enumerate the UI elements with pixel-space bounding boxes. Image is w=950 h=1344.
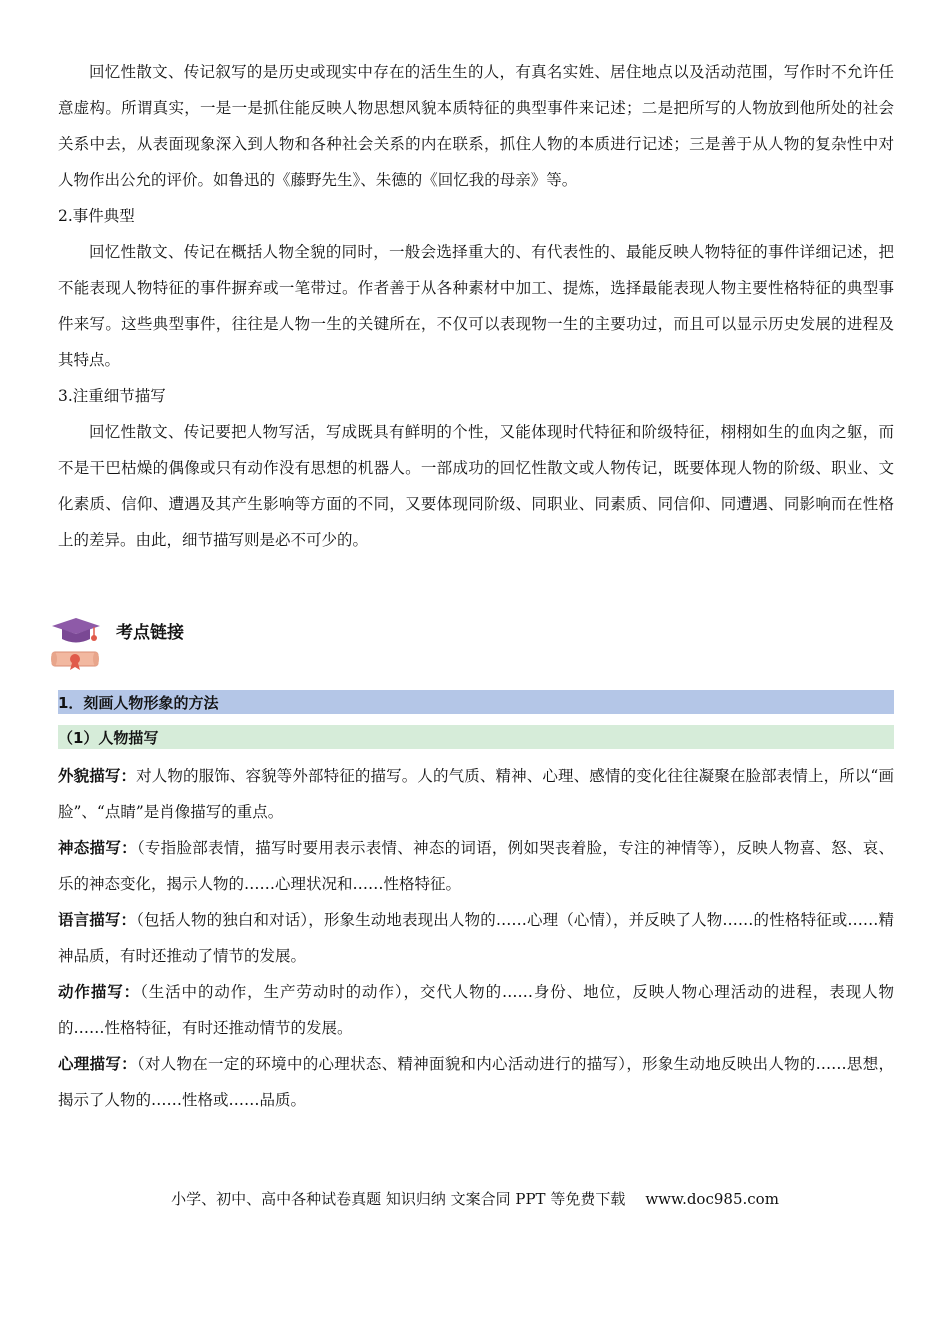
graduation-cap-diploma-icon (48, 614, 104, 672)
method-text: （对人物在一定的环境中的心理状态、精神面貌和内心活动进行的描写），形象生动地反映出人物的……思想，揭示了人物的……性格或……品质。 (58, 1055, 894, 1109)
heading-level-1: 1．刻画人物形象的方法 (58, 690, 894, 714)
method-label: 动作描写： (58, 983, 141, 1001)
method-label: 心理描写： (58, 1055, 137, 1073)
method-label: 外貌描写： (58, 767, 137, 785)
footer-site-link[interactable]: www.doc985.com (645, 1190, 779, 1208)
section-header (48, 612, 348, 672)
method-text: （专指脸部表情，描写时要用表示表情、神态的词语，例如哭丧着脸，专注的神情等），反映人物喜、怒、哀、乐的神态变化，揭示人物的……心理状况和……性格特征。 (58, 839, 894, 893)
point-3-heading: 3.注重细节描写 (58, 387, 166, 405)
page-footer (0, 1188, 950, 1209)
method-expression (58, 830, 894, 902)
method-text: （生活中的动作，生产劳动时的动作），交代人物的……身份、地位，反映人物心理活动的进程，表现人物的……性格特征，有时还推动情节的发展。 (58, 983, 894, 1037)
method-language (58, 902, 894, 974)
method-text: （包括人物的独白和对话），形象生动地表现出人物的……心理（心情），并反映了人物……的性格特征或……精神品质，有时还推动了情节的发展。 (58, 911, 894, 965)
body-text (58, 54, 894, 558)
point-2-heading: 2.事件典型 (58, 207, 135, 225)
footer-text: 小学、初中、高中各种试卷真题 知识归纳 文案合同 PPT 等免费下载 (171, 1190, 626, 1208)
method-psychology (58, 1046, 894, 1118)
section-title: 考点链接 (116, 623, 184, 643)
method-action (58, 974, 894, 1046)
method-appearance (58, 758, 894, 830)
point-2-paragraph: 回忆性散文、传记在概括人物全貌的同时，一般会选择重大的、有代表性的、最能反映人物特征的事件详细记述，把不能表现人物特征的事件摒弃或一笔带过。作者善于从各种素材中加工、提炼，选择最能表现人物主要性格特征的典型事件来写。这些典型事件，往往是人物一生的关键所在，不仅可以表现物一生的主要功过，而且可以显示历史发展的进程及其特点。 (58, 243, 894, 369)
point-3-paragraph: 回忆性散文、传记要把人物写活，写成既具有鲜明的个性，又能体现时代特征和阶级特征，栩栩如生的血肉之躯，而不是干巴枯燥的偶像或只有动作没有思想的机器人。一部成功的回忆性散文或人物传记，既要体现人物的阶级、职业、文化素质、信仰、遭遇及其产生影响等方面的不同，又要体现同阶级、同职业、同素质、同信仰、同遭遇、同影响而在性格上的差异。由此，细节描写则是必不可少的。 (58, 423, 894, 549)
method-label: 神态描写： (58, 839, 137, 857)
description-methods-list (58, 758, 894, 1118)
method-text: 对人物的服饰、容貌等外部特征的描写。人的气质、精神、心理、感情的变化往往凝聚在脸部表情上，所以“画脸”、“点睛”是肖像描写的重点。 (58, 767, 894, 821)
intro-paragraph: 回忆性散文、传记叙写的是历史或现实中存在的活生生的人，有真名实姓、居住地点以及活动范围，写作时不允许任意虚构。所谓真实，一是一是抓住能反映人物思想风貌本质特征的典型事件来记述；二是把所写的人物放到他所处的社会关系中去，从表面现象深入到人物和各种社会关系的内在联系，抓住人物的本质进行记述；三是善于从人物的复杂性中对人物作出公允的评价。如鲁迅的《藤野先生》、朱德的《回忆我的母亲》等。 (58, 63, 894, 189)
heading-level-2: （1）人物描写 (58, 725, 894, 749)
method-label: 语言描写： (58, 911, 137, 929)
